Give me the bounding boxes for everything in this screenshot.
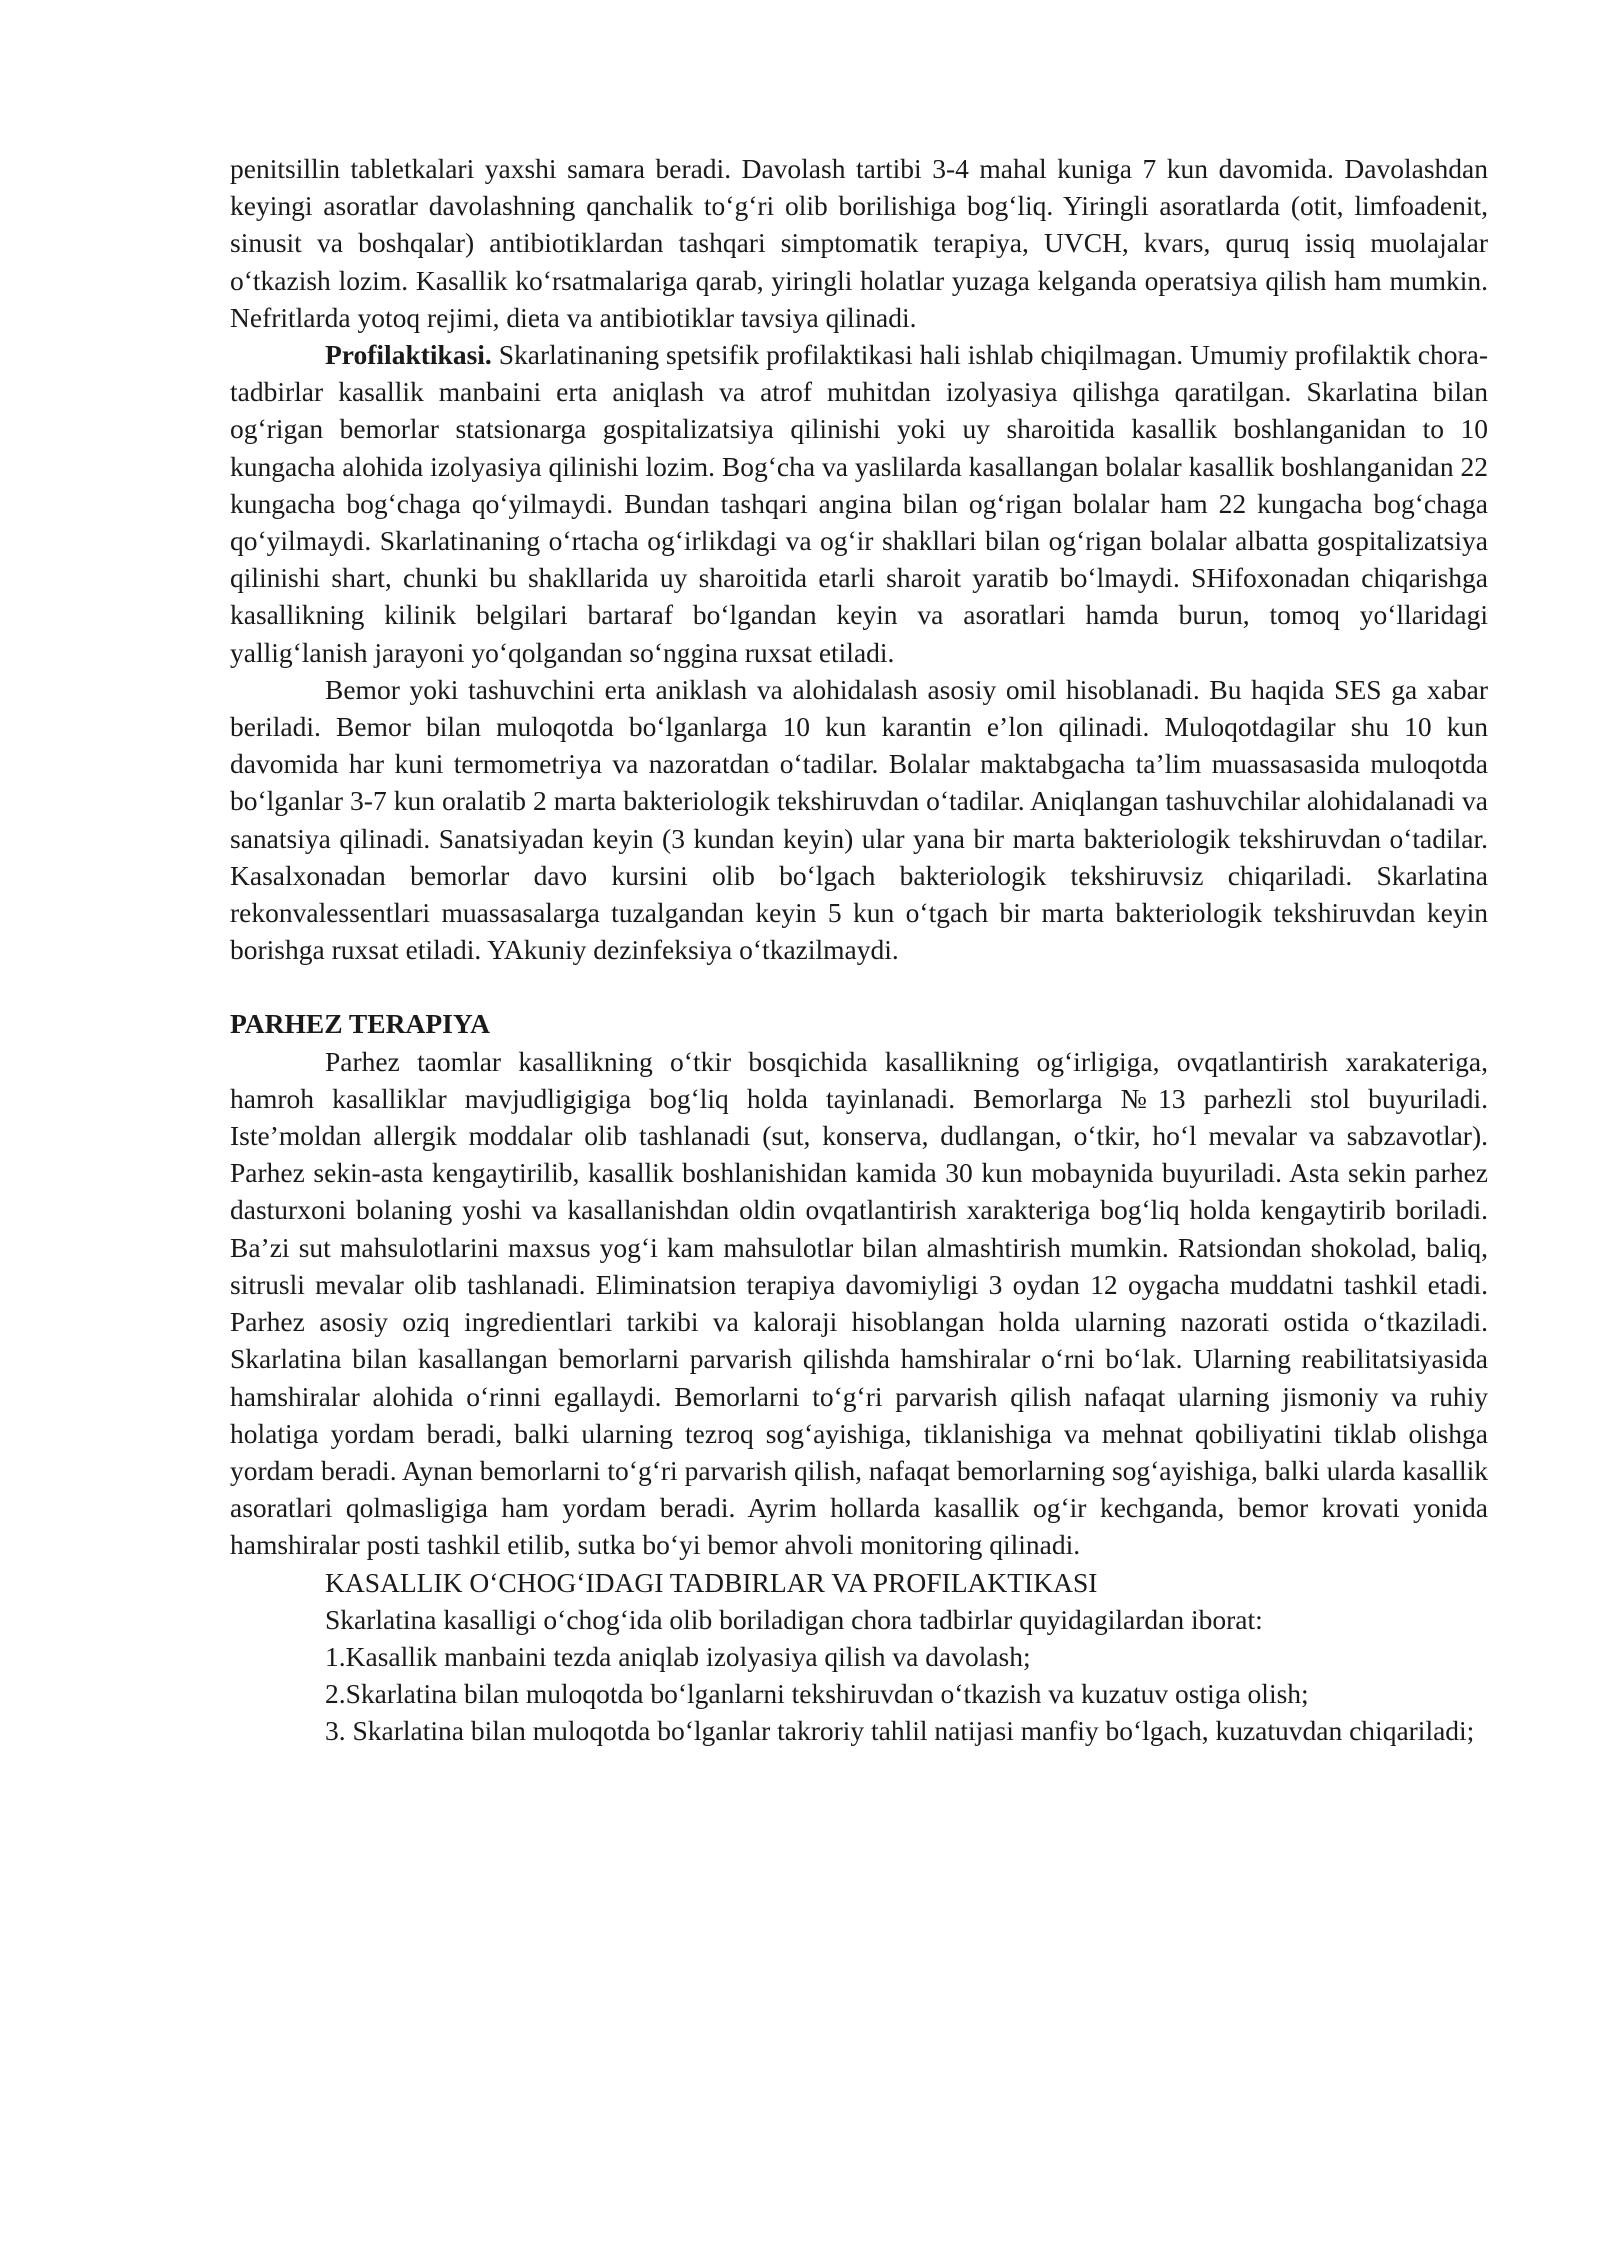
prophylaxis-label: Profilaktikasi. <box>325 339 492 371</box>
prophylaxis-text: Skarlatinaning spetsifik profilaktikasi hali ishlab chiqilmagan. Umumiy profilaktik chora-tadbirlar kasallik manbaini erta aniqlash va atrof muhitdan izolyasiya qilishga qaratilgan. Skarlatina bilan og‘rigan bemorlar statsionarga gospitalizatsiya qilinishi yoki uy sharoitida kasallik boshlanganidan to 10 kungacha alohida izolyasiya qilinishi lozim. Bog‘cha va yaslilarda kasallangan bolalar kasallik boshlanganidan 22 kungacha bog‘chaga qo‘yilmaydi. Bundan tashqari angina bilan og‘rigan bolalar ham 22 kungacha bog‘chaga qo‘yilmaydi. Skarlatinaning o‘rtacha og‘irlikdagi va og‘ir shakllari bilan og‘rigan bolalar albatta gospitalizatsiya qilinishi shart, chunki bu shakllarida uy sharoitida etarli sharoit yaratib bo‘lmaydi. SHifoxonadan chiqarishga kasallikning kilinik belgilari bartaraf bo‘lgandan keyin va asoratlari hamda burun, tomoq yo‘llaridagi yallig‘lanish jarayoni yo‘qolgandan so‘nggina ruxsat etiladi. <box>230 339 1488 668</box>
paragraph-focus-intro: Skarlatina kasalligi o‘chog‘ida olib boriladigan chora tadbirlar quyidagilardan iborat: <box>325 1603 1263 1635</box>
heading-focus-measures: KASALLIK O‘CHOG‘IDAGI TADBIRLAR VA PROFILAKTIKASI <box>325 1566 1098 1598</box>
paragraph-diet-therapy: Parhez taomlar kasallikning o‘tkir bosqichida kasallikning og‘irligiga, ovqatlantirish xarakateriga, hamroh kasalliklar mavjudligigiga bog‘liq holda tayinlanadi. Bemorlarga №13 parhezli stol buyuriladi. Iste’moldan allergik moddalar olib tashlanadi (sut, konserva, dudlangan, o‘tkir, ho‘l mevalar va sabzavotlar). Parhez sekin-asta kengaytirilib, kasallik boshlanishidan kamida 30 kun mobaynida buyuriladi. Asta sekin parhez dasturxoni bolaning yoshi va kasallanishdan oldin ovqatlantirish xarakteriga bog‘liq holda kengaytirib boriladi. Ba’zi sut mahsulotlarini maxsus yog‘i kam mahsulotlar bilan almashtirish mumkin. Ratsiondan shokolad, baliq, sitrusli mevalar olib tashlanadi. Eliminatsion terapiya davomiyligi 3 oydan 12 oygacha muddatni tashkil etadi. Parhez asosiy oziq ingredientlari tarkibi va kaloraji hisoblangan holda ularning nazorati ostida o‘tkaziladi. Skarlatina bilan kasallangan bemorlarni parvarish qilishda hamshiralar o‘rni bo‘lak. Ularning reabilitatsiyasida hamshiralar alohida o‘rinni egallaydi. Bemorlarni to‘g‘ri parvarish qilish nafaqat ularning jismoniy va ruhiy holatiga yordam beradi, balki ularning tezroq sog‘ayishiga, tiklanishiga va mehnat qobiliyatini tiklab olishga yordam beradi. Aynan bemorlarni to‘g‘ri parvarish qilish, nafaqat bemorlarning sog‘ayishiga, balki ularda kasallik asoratlari qolmasligiga ham yordam beradi. Ayrim hollarda kasallik og‘ir kechganda, bemor krovati yonida hamshiralar posti tashkil etilib, sutka bo‘yi bemor ahvoli monitoring qilinadi. <box>230 1045 1488 1561</box>
document-body <box>230 150 1488 1750</box>
paragraph-carrier-isolation: Bemor yoki tashuvchini erta aniklash va alohidalash asosiy omil hisoblanadi. Bu haqida SES ga xabar beriladi. Bemor bilan muloqotda bo‘lganlarga 10 kun karantin e’lon qilinadi. Muloqotdagilar shu 10 kun davomida har kuni termometriya va nazoratdan o‘tadilar. Bolalar maktabgacha ta’lim muassasasida muloqotda bo‘lganlar 3-7 kun oralatib 2 marta bakteriologik tekshiruvdan o‘tadilar. Aniqlangan tashuvchilar alohidalanadi va sanatsiya qilinadi. Sanatsiyadan keyin (3 kundan keyin) ular yana bir marta bakteriologik tekshiruvdan o‘tadilar. Kasalxonadan bemorlar davo kursini olib bo‘lgach bakteriologik tekshiruvsiz chiqariladi. Skarlatina rekonvalessentlari muassasalarga tuzalgandan keyin 5 kun o‘tgach bir marta bakteriologik tekshiruvdan keyin borishga ruxsat etiladi. YAkuniy dezinfeksiya o‘tkazilmaydi. <box>230 673 1488 966</box>
list-item: 2.Skarlatina bilan muloqotda bo‘lganlarni tekshiruvdan o‘tkazish va kuzatuv ostiga olish; <box>325 1678 1309 1710</box>
paragraph-prophylaxis <box>230 336 1488 671</box>
paragraph-treatment: penitsillin tabletkalari yaxshi samara beradi. Davolash tartibi 3-4 mahal kuniga 7 kun davomida. Davolashdan keyingi asoratlar davolashning qanchalik to‘g‘ri olib borilishiga bog‘liq. Yiringli asoratlarda (otit, limfoadenit, sinusit va boshqalar) antibiotiklardan tashqari simptomatik terapiya, UVCH, kvars, quruq issiq muolajalar o‘tkazish lozim. Kasallik ko‘rsatmalariga qarab, yiringli holatlar yuzaga kelganda operatsiya qilish ham mumkin. Nefritlarda yotoq rejimi, dieta va antibiotiklar tavsiya qilinadi. <box>230 153 1488 333</box>
heading-diet-therapy: PARHEZ TERAPIYA <box>230 1008 491 1040</box>
list-item: 1.Kasallik manbaini tezda aniqlab izolyasiya qilish va davolash; <box>325 1640 1031 1672</box>
list-item: 3. Skarlatina bilan muloqotda bo‘lganlar takroriy tahlil natijasi manfiy bo‘lgach, kuzatuvdan chiqariladi; <box>325 1715 1475 1747</box>
